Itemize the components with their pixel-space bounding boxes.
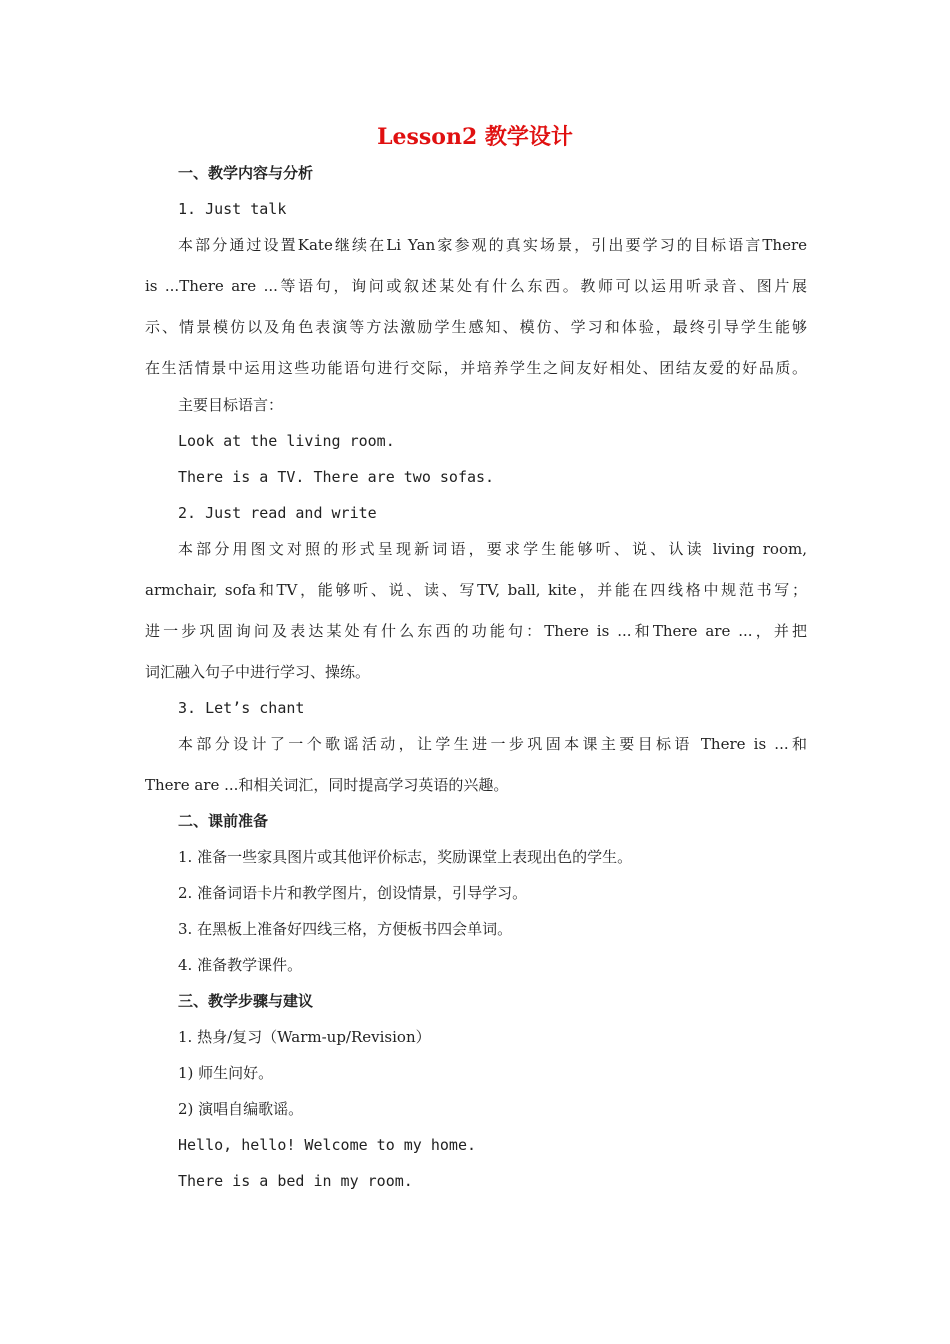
item-title-read-write: 2. Just read and write <box>178 504 377 522</box>
list-item: 2. 准备词语卡片和教学图片，创设情景，引导学习。 <box>178 884 528 902</box>
section-heading-steps: 三、教学步骤与建议 <box>178 992 314 1010</box>
paragraph-line: 本部分设计了一个歌谣活动，让学生进一步巩固本课主要目标语 There is ...和 <box>178 735 807 753</box>
song-line: There is a bed in my room. <box>178 1172 413 1190</box>
document-title: Lesson2 教学设计 <box>377 124 573 150</box>
item-title-just-talk: 1. Just talk <box>178 200 287 218</box>
paragraph-line: There are ...和相关词汇，同时提高学习英语的兴趣。 <box>145 776 509 794</box>
paragraph-line: 本部分通过设置Kate继续在Li Yan家参观的真实场景，引出要学习的目标语言There <box>178 236 807 254</box>
step-title: 1. 热身/复习（Warm-up/Revision） <box>178 1028 431 1046</box>
list-item: 3. 在黑板上准备好四线三格，方便板书四会单词。 <box>178 920 513 938</box>
song-line: Hello, hello! Welcome to my home. <box>178 1136 477 1154</box>
sub-step: 1) 师生问好。 <box>178 1064 274 1082</box>
list-item: 4. 准备教学课件。 <box>178 956 303 974</box>
target-sentence: Look at the living room. <box>178 432 395 450</box>
section-heading-content-analysis: 一、教学内容与分析 <box>178 164 314 182</box>
paragraph-line: 进一步巩固询问及表达某处有什么东西的功能句：There is ...和There are ...，并把 <box>145 622 807 640</box>
paragraph-line: 词汇融入句子中进行学习、操练。 <box>145 663 371 681</box>
paragraph-line: 在生活情景中运用这些功能语句进行交际，并培养学生之间友好相处、团结友爱的好品质。 <box>145 359 807 377</box>
paragraph-line: 示、情景模仿以及角色表演等方法激励学生感知、模仿、学习和体验，最终引导学生能够 <box>145 318 807 336</box>
paragraph-line: is ...There are ...等语句，询问或叙述某处有什么东西。教师可以运用听录音、图片展 <box>145 277 807 295</box>
target-sentence: There is a TV. There are two sofas. <box>178 468 495 486</box>
paragraph-line: 本部分用图文对照的形式呈现新词语，要求学生能够听、说、认读 living room, <box>178 540 807 558</box>
section-heading-preparation: 二、课前准备 <box>178 812 269 830</box>
item-title-chant: 3. Let’s chant <box>178 699 305 717</box>
target-language-label: 主要目标语言： <box>178 396 284 414</box>
paragraph-line: armchair, sofa和TV，能够听、说、读、写TV, ball, kite，并能在四线格中规范书写； <box>145 581 807 599</box>
list-item: 1. 准备一些家具图片或其他评价标志，奖励课堂上表现出色的学生。 <box>178 848 633 866</box>
sub-step: 2) 演唱自编歌谣。 <box>178 1100 304 1118</box>
